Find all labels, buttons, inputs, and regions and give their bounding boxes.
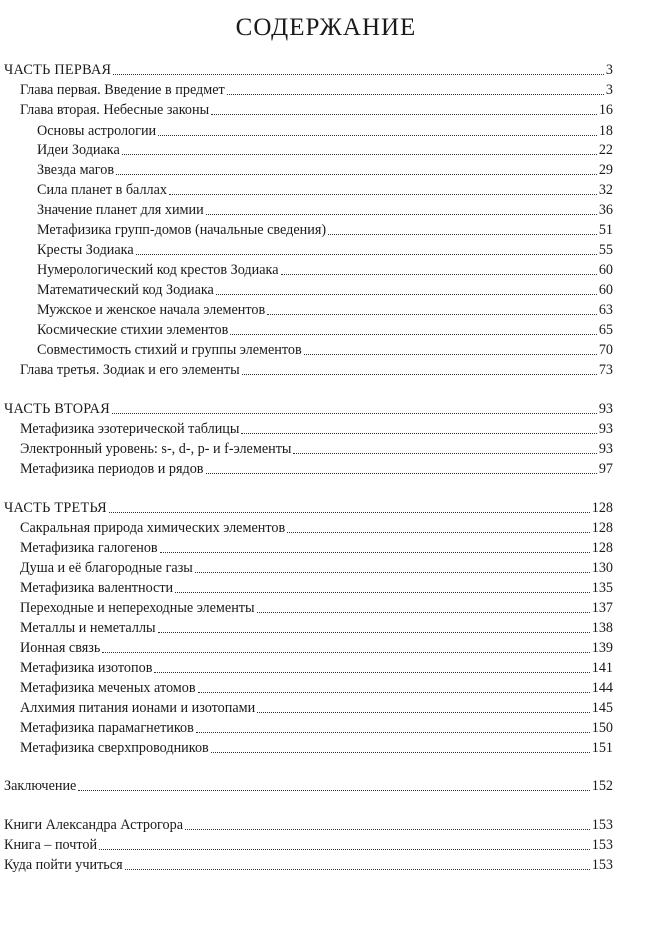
toc-entry[interactable] xyxy=(37,141,613,159)
toc-entry[interactable] xyxy=(37,122,613,140)
toc-entry-page: 128 xyxy=(591,540,613,556)
toc-entry[interactable] xyxy=(20,739,613,757)
toc-entry[interactable] xyxy=(4,836,613,854)
dot-leader xyxy=(195,560,590,573)
toc-entry-label: Идеи Зодиака xyxy=(37,142,120,158)
toc-entry[interactable] xyxy=(4,499,613,517)
toc-entry[interactable] xyxy=(37,261,613,279)
toc-entry-label: Мужское и женское начала элементов xyxy=(37,302,266,318)
dot-leader xyxy=(257,600,590,613)
dot-leader xyxy=(99,837,590,850)
dot-leader xyxy=(125,857,590,870)
dot-leader xyxy=(136,242,597,255)
toc-entry-page: 135 xyxy=(591,580,613,596)
toc-entry-label: Сила планет в баллах xyxy=(37,182,168,198)
toc-entry-label: Книга – почтой xyxy=(4,837,98,853)
toc-entry-label: Совместимость стихий и группы элементов xyxy=(37,342,302,358)
toc-entry-label: Глава вторая. Небесные законы xyxy=(20,102,210,118)
toc-entry[interactable] xyxy=(4,777,613,795)
toc-entry[interactable] xyxy=(37,281,613,299)
toc-entry-page: 128 xyxy=(591,500,613,516)
dot-leader xyxy=(206,461,597,474)
toc-entry-page: 93 xyxy=(598,441,613,457)
toc-entry-label: ЧАСТЬ ТРЕТЬЯ xyxy=(4,500,107,516)
toc-entry-label: Алхимия питания ионами и изотопами xyxy=(20,700,256,716)
toc-entry[interactable] xyxy=(37,201,613,219)
toc-entry-page: 29 xyxy=(598,162,613,178)
toc-entry[interactable] xyxy=(20,559,613,577)
toc-entry-page: 141 xyxy=(591,660,613,676)
toc-entry[interactable] xyxy=(20,101,613,119)
toc-entry[interactable] xyxy=(4,816,613,834)
toc-entry-page: 70 xyxy=(598,342,613,358)
toc-entry[interactable] xyxy=(20,639,613,657)
toc-entry[interactable] xyxy=(37,161,613,179)
toc-entry-page: 3 xyxy=(605,82,613,98)
toc-entry-page: 32 xyxy=(598,182,613,198)
toc-entry-label: Метафизика парамагнетиков xyxy=(20,720,194,736)
toc-entry-page: 60 xyxy=(598,282,613,298)
toc-entry[interactable] xyxy=(20,659,613,677)
dot-leader xyxy=(78,778,589,791)
toc-entry-label: Метафизика изотопов xyxy=(20,660,153,676)
dot-leader xyxy=(169,182,597,195)
toc-entry-label: Метафизика эзотерической таблицы xyxy=(20,421,240,437)
dot-leader xyxy=(230,322,597,335)
toc-entry-page: 16 xyxy=(598,102,613,118)
toc-entry-page: 18 xyxy=(598,123,613,139)
toc-entry[interactable] xyxy=(20,81,613,99)
dot-leader xyxy=(211,102,597,115)
toc-entry-label: Заключение xyxy=(4,778,77,794)
dot-leader xyxy=(175,580,590,593)
toc-entry-label: Электронный уровень: s-, d-, p- и f-элементы xyxy=(20,441,292,457)
toc-entry[interactable] xyxy=(4,856,613,874)
toc-entry[interactable] xyxy=(37,301,613,319)
toc-entry-label: Метафизика периодов и рядов xyxy=(20,461,204,477)
toc-entry-page: 153 xyxy=(591,857,613,873)
toc-entry-label: Куда пойти учиться xyxy=(4,857,123,873)
toc-entry[interactable] xyxy=(20,460,613,478)
toc-entry-label: Сакральная природа химических элементов xyxy=(20,520,286,536)
toc-entry[interactable] xyxy=(20,699,613,717)
dot-leader xyxy=(242,362,597,375)
dot-leader xyxy=(304,342,597,355)
dot-leader xyxy=(109,500,590,513)
toc-entry[interactable] xyxy=(37,221,613,239)
toc-entry[interactable] xyxy=(20,420,613,438)
toc-entry[interactable] xyxy=(20,679,613,697)
toc-entry-label: ЧАСТЬ ВТОРАЯ xyxy=(4,401,110,417)
dot-leader xyxy=(113,62,604,75)
dot-leader xyxy=(211,740,590,753)
toc-entry[interactable] xyxy=(20,539,613,557)
toc-entry[interactable] xyxy=(4,400,613,418)
toc-entry-label: Космические стихии элементов xyxy=(37,322,229,338)
toc-entry-page: 60 xyxy=(598,262,613,278)
toc-entry-page: 63 xyxy=(598,302,613,318)
toc-entry[interactable] xyxy=(37,241,613,259)
toc-entry-label: ЧАСТЬ ПЕРВАЯ xyxy=(4,62,112,78)
toc-entry-page: 139 xyxy=(591,640,613,656)
dot-leader xyxy=(154,660,589,673)
toc-entry-label: Душа и её благородные газы xyxy=(20,560,193,576)
toc-entry-page: 153 xyxy=(591,817,613,833)
dot-leader xyxy=(102,640,589,653)
toc-entry-label: Значение планет для химии xyxy=(37,202,204,218)
toc-entry-label: Книги Александра Астрогора xyxy=(4,817,183,833)
toc-entry[interactable] xyxy=(20,519,613,537)
toc-entry-label: Глава первая. Введение в предмет xyxy=(20,82,225,98)
toc-entry[interactable] xyxy=(20,361,613,379)
dot-leader xyxy=(241,421,596,434)
toc-entry-page: 128 xyxy=(591,520,613,536)
toc-entry-page: 36 xyxy=(598,202,613,218)
toc-entry-page: 73 xyxy=(598,362,613,378)
toc-entry-label: Глава третья. Зодиак и его элементы xyxy=(20,362,240,378)
toc-entry-page: 97 xyxy=(598,461,613,477)
dot-leader xyxy=(287,520,590,533)
dot-leader xyxy=(281,262,597,275)
page-title: СОДЕРЖАНИЕ xyxy=(235,14,417,41)
toc-entry-label: Нумерологический код крестов Зодиака xyxy=(37,262,279,278)
dot-leader xyxy=(227,82,604,95)
dot-leader xyxy=(116,162,597,175)
dot-leader xyxy=(206,202,597,215)
toc-entry-page: 152 xyxy=(591,778,613,794)
toc-entry-page: 93 xyxy=(598,401,613,417)
toc-entry-label: Метафизика валентности xyxy=(20,580,174,596)
toc-entry[interactable] xyxy=(37,181,613,199)
toc-entry-label: Математический код Зодиака xyxy=(37,282,214,298)
toc-entry-page: 137 xyxy=(591,600,613,616)
toc-entry-page: 51 xyxy=(598,222,613,238)
toc-entry-page: 145 xyxy=(591,700,613,716)
toc-entry[interactable] xyxy=(37,341,613,359)
toc-entry-page: 151 xyxy=(591,740,613,756)
dot-leader xyxy=(257,700,590,713)
dot-leader xyxy=(198,680,590,693)
toc-entry-label: Основы астрологии xyxy=(37,123,157,139)
dot-leader xyxy=(293,441,596,454)
toc-entry-label: Металлы и неметаллы xyxy=(20,620,156,636)
dot-leader xyxy=(328,222,597,235)
dot-leader xyxy=(158,620,590,633)
toc-entry[interactable] xyxy=(37,321,613,339)
toc-entry-label: Метафизика сверхпроводников xyxy=(20,740,209,756)
toc-entry-label: Ионная связь xyxy=(20,640,101,656)
dot-leader xyxy=(160,540,590,553)
toc-entry[interactable] xyxy=(20,579,613,597)
toc-entry[interactable] xyxy=(20,599,613,617)
dot-leader xyxy=(122,142,597,155)
dot-leader xyxy=(267,302,597,315)
toc-entry-page: 93 xyxy=(598,421,613,437)
dot-leader xyxy=(185,817,590,830)
toc-entry-label: Переходные и непереходные элементы xyxy=(20,600,255,616)
toc-entry[interactable] xyxy=(20,440,613,458)
toc-entry-page: 65 xyxy=(598,322,613,338)
dot-leader xyxy=(196,720,590,733)
dot-leader xyxy=(158,123,597,136)
toc-entry-page: 153 xyxy=(591,837,613,853)
toc-entry-label: Звезда магов xyxy=(37,162,115,178)
dot-leader xyxy=(216,282,597,295)
toc-entry-page: 55 xyxy=(598,242,613,258)
toc-entry-page: 22 xyxy=(598,142,613,158)
toc-entry-label: Кресты Зодиака xyxy=(37,242,134,258)
toc-entry-label: Метафизика галогенов xyxy=(20,540,158,556)
toc-entry[interactable] xyxy=(4,61,613,79)
dot-leader xyxy=(112,401,597,414)
toc-entry-page: 3 xyxy=(605,62,613,78)
toc-entry-page: 144 xyxy=(591,680,613,696)
toc-entry[interactable] xyxy=(20,619,613,637)
toc-entry[interactable] xyxy=(20,719,613,737)
toc-entry-page: 130 xyxy=(591,560,613,576)
toc-entry-label: Метафизика меченых атомов xyxy=(20,680,196,696)
toc-entry-page: 150 xyxy=(591,720,613,736)
toc-entry-page: 138 xyxy=(591,620,613,636)
toc-entry-label: Метафизика групп-домов (начальные сведения) xyxy=(37,222,327,238)
